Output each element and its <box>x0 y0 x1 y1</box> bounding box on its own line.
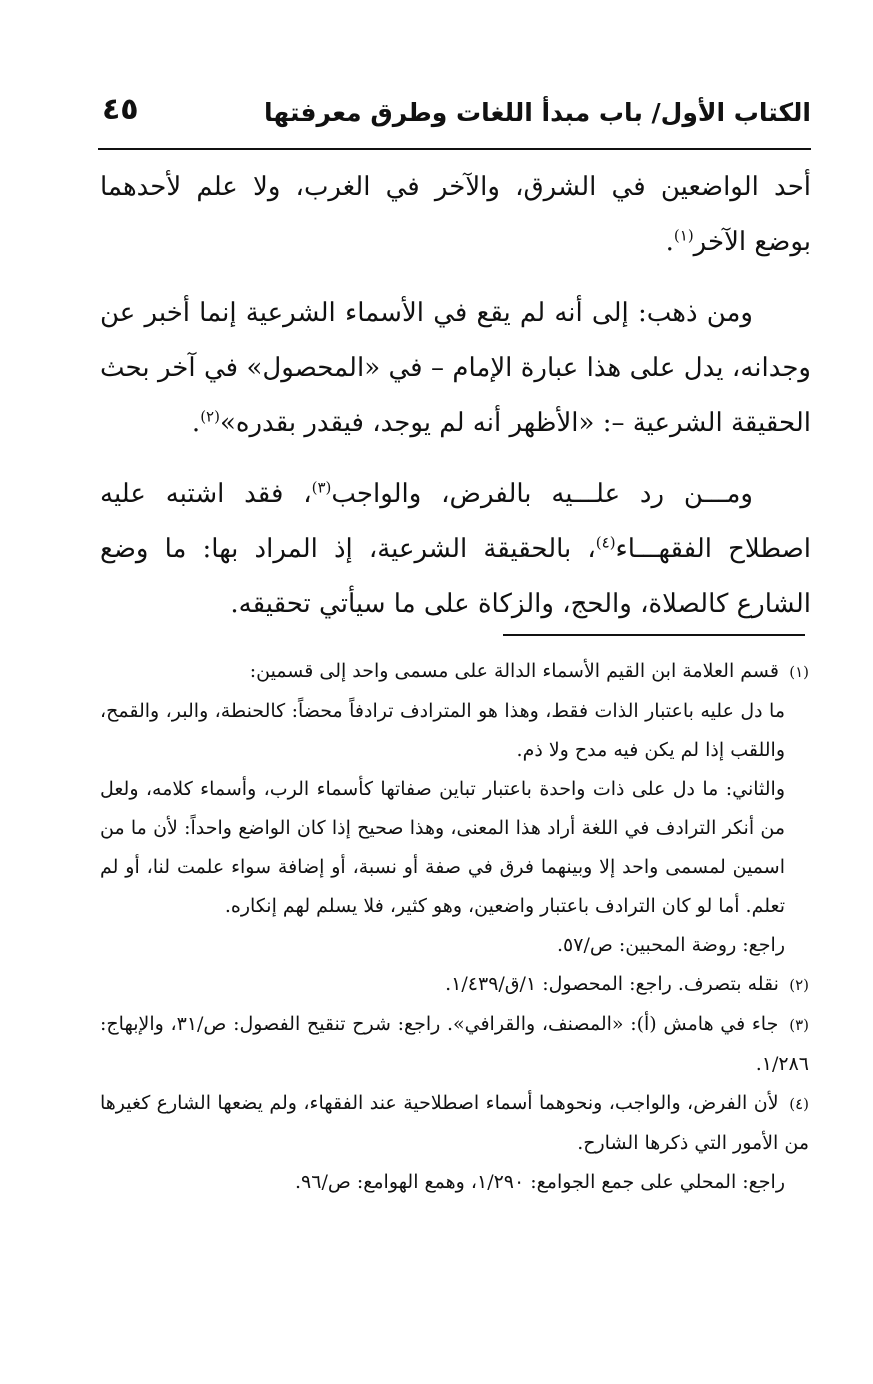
footnote-3-number: (٣) <box>789 1016 810 1034</box>
footnotes <box>100 652 809 1202</box>
paragraph-3-text-c: ، بالحقيقة الشرعية، إذ المراد بها: ما وضع الشارع كالصلاة، والحج، والزكاة على ما سيأتي تحقيقه. <box>100 534 811 619</box>
paragraph-3-text-b: ، فقد اشتبه عليه اصطلاح الفقهـــاء <box>100 479 812 564</box>
footnote-ref-2: (٢) <box>200 407 220 426</box>
paragraph-1-end: . <box>665 227 674 257</box>
page-header <box>98 92 811 150</box>
paragraph-1 <box>100 160 811 270</box>
paragraph-2-end: . <box>191 408 201 438</box>
running-title: الكتاب الأول/ باب مبدأ اللغات وطرق معرفتها <box>264 98 811 127</box>
footnote-2-text: نقله بتصرف. راجع: المحصول: ١/ق/١/٤٣٩. <box>445 973 779 995</box>
paragraph-3 <box>100 467 811 632</box>
main-text <box>100 160 811 648</box>
paragraph-2-text: ومن ذهب: إلى أنه لم يقع في الأسماء الشرعية إنما أخبر عن وجدانه، يدل على هذا عبارة الإمام – في «المحصول» في آخر بحث الحقيقة الشرعية –: «الأظهر أنه لم يوجد، فيقدر بقدره» <box>100 298 811 438</box>
footnote-1-part-b: والثاني: ما دل على ذات واحدة باعتبار تباين صفاتها كأسماء الرب، وأسماء كلامه، ولعل من أنكر الترادف في اللغة أراد هذا المعنى، وهذا صحيح إذا كان الواضع واحداً: لأن ما من اسمين لمسمى واحد إلا وبينهما فرق في صفة أو نسبة، أو إضافة سواء علمت لنا، أو لم تعلم. أما لو كان الترادف باعتبار واضعين، وهو كثير، فلا يسلم لهم إنكاره. <box>100 778 785 917</box>
footnote-1-reference: راجع: روضة المحبين: ص/٥٧. <box>557 934 785 956</box>
footnote-4-text: لأن الفرض، والواجب، ونحوهما أسماء اصطلاحية عند الفقهاء، ولم يضعها الشارع كغيرها من الأمور التي ذكرها الشارح. <box>100 1092 809 1154</box>
paragraph-3-text-a: ومـــن رد علـــيه بالفرض، والواجب <box>331 479 753 509</box>
footnote-2 <box>100 965 809 1005</box>
footnote-4 <box>100 1084 809 1163</box>
footnote-ref-1: (١) <box>673 226 694 245</box>
footnote-ref-4: (٤) <box>595 533 616 552</box>
footnote-separator <box>503 634 805 636</box>
footnote-3 <box>100 1005 809 1084</box>
footnote-3-text: جاء في هامش (أ): «المصنف، والقرافي». راجع: شرح تنقيح الفصول: ص/٣١، والإبهاج: ١/٢٨٦. <box>100 1013 809 1075</box>
paragraph-2 <box>100 286 811 451</box>
footnote-ref-3: (٣) <box>311 478 332 497</box>
footnote-4-number: (٤) <box>789 1095 809 1113</box>
footnote-1-number: (١) <box>789 663 809 681</box>
footnote-1 <box>100 652 809 692</box>
page-number: ٤٥ <box>102 92 139 127</box>
footnote-2-number: (٢) <box>789 976 809 994</box>
footnote-1-part-a: ما دل عليه باعتبار الذات فقط، وهذا هو المترادف ترادفاً محضاً: كالحنطة، والبر، والقمح، واللقب إذا لم يكن فيه مدح ولا ذم. <box>100 700 785 761</box>
footnote-1-intro: قسم العلامة ابن القيم الأسماء الدالة على مسمى واحد إلى قسمين: <box>249 660 779 682</box>
footnote-4-reference: راجع: المحلي على جمع الجوامع: ١/٢٩٠، وهمع الهوامع: ص/٩٦. <box>294 1171 785 1193</box>
paragraph-1-text: أحد الواضعين في الشرق، والآخر في الغرب، ولا علم لأحدهما بوضع الآخر <box>100 172 812 257</box>
